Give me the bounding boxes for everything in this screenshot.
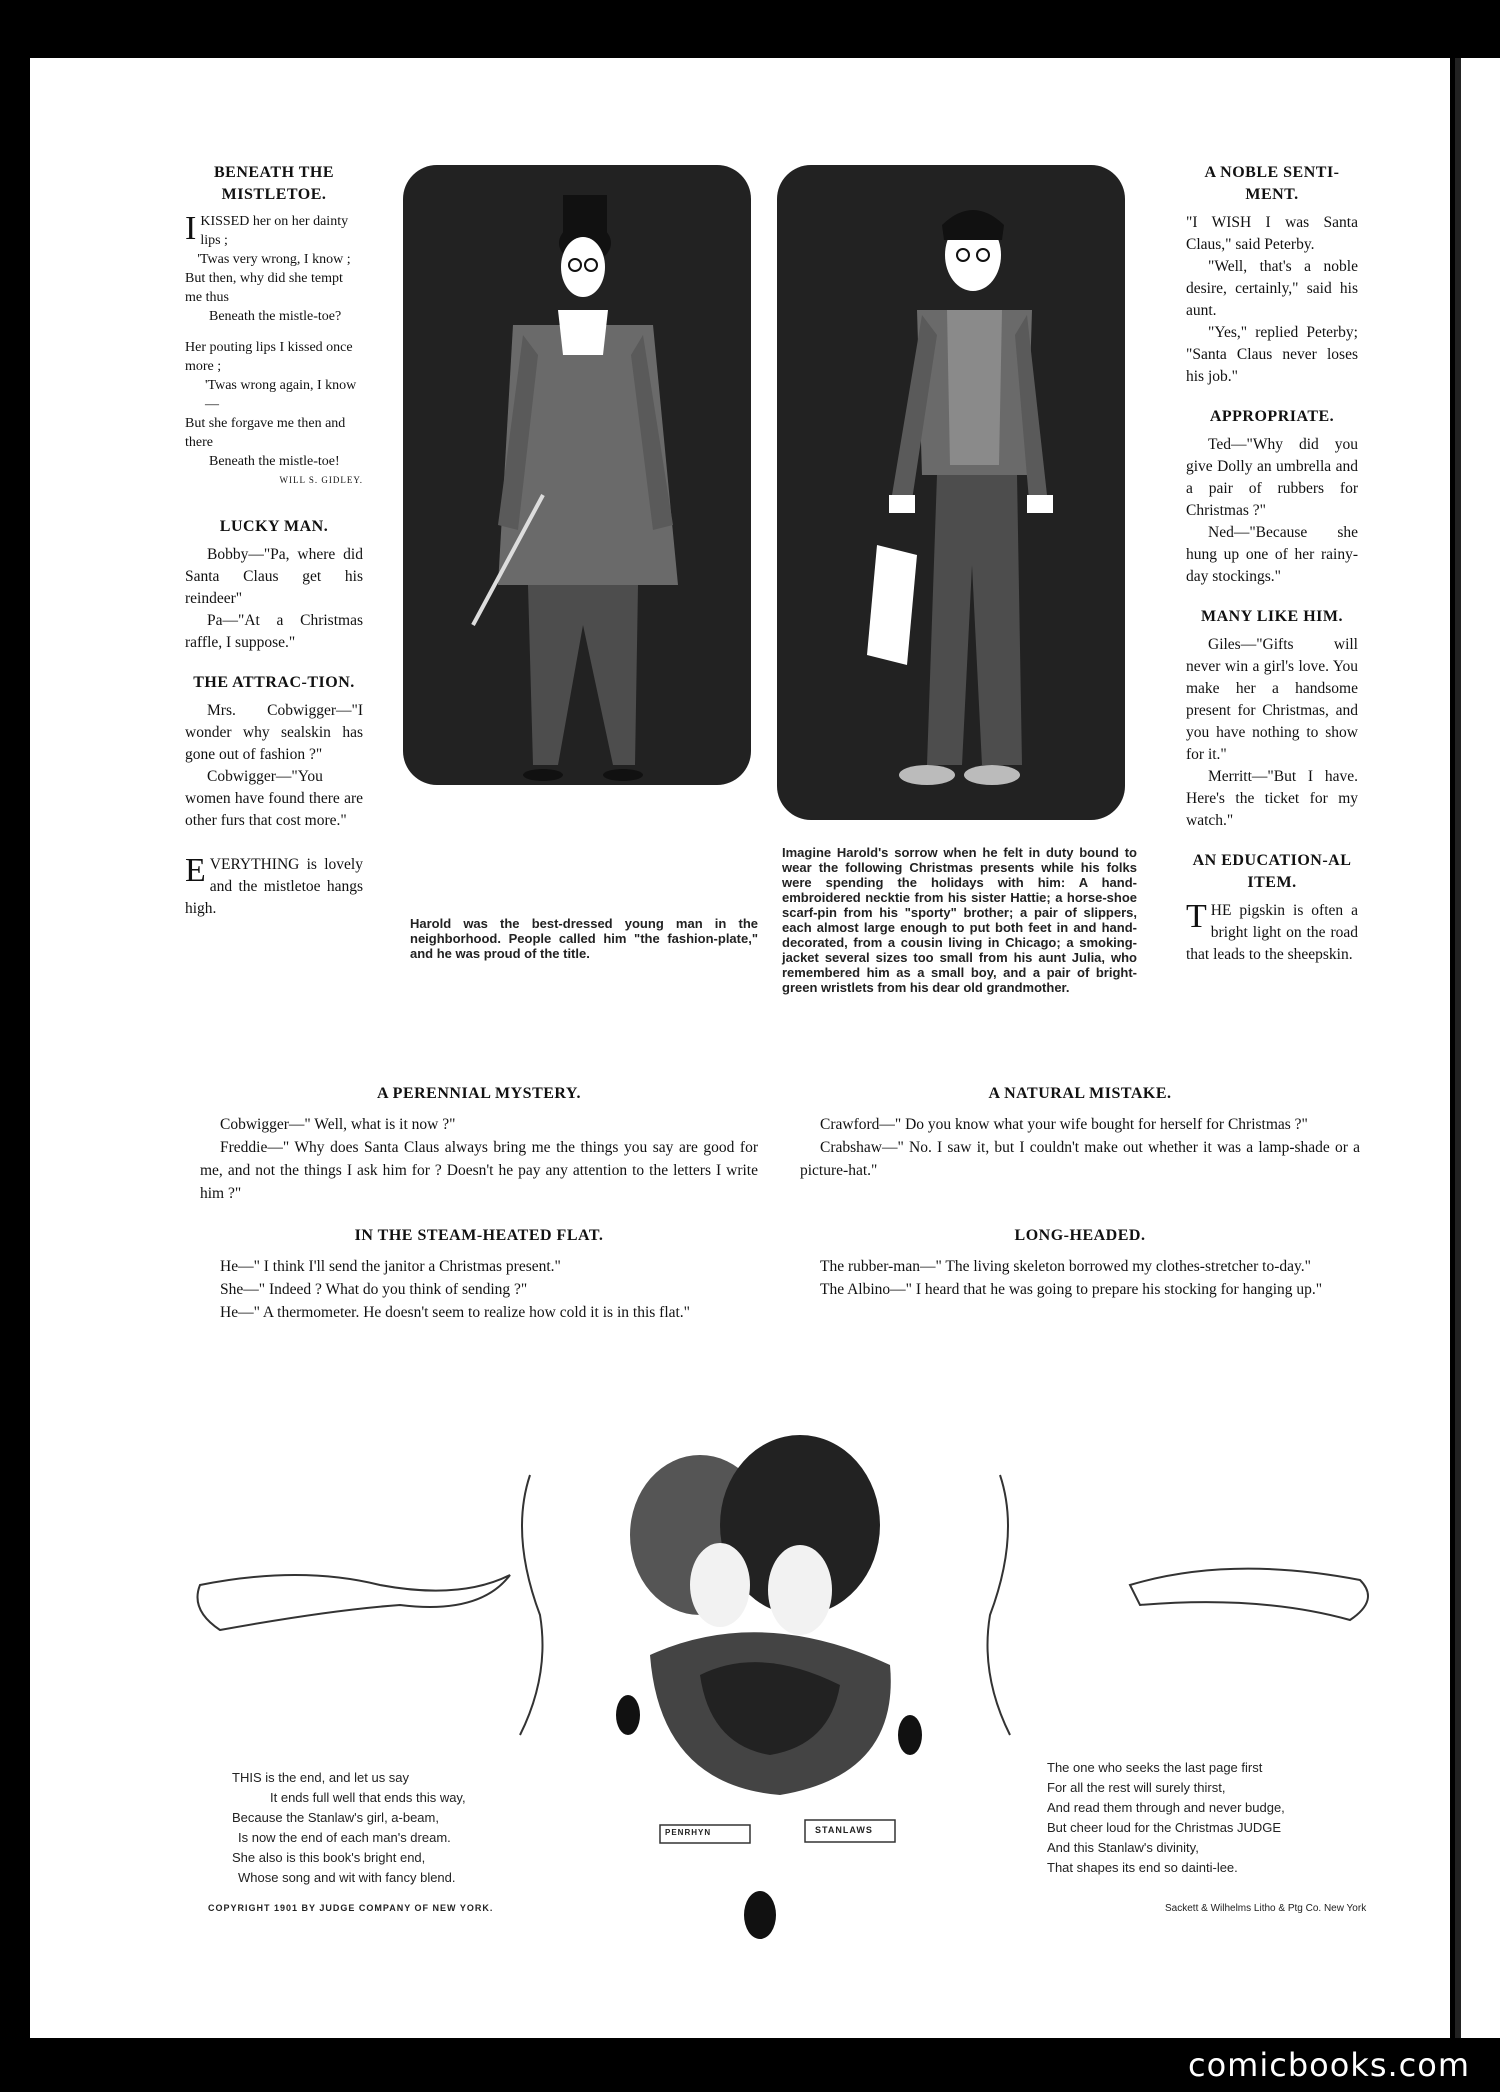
signature-stanlaws: STANLAWS — [815, 1825, 873, 1835]
illustration-panel-left — [403, 165, 751, 785]
poem-right-line: But cheer loud for the Christmas JUDGE — [1047, 1820, 1282, 1835]
copyright-line: COPYRIGHT 1901 BY JUDGE COMPANY OF NEW YORK. — [208, 1903, 494, 1913]
drop-cap-i: I — [185, 210, 197, 247]
poem-right-line: For all the rest will surely thirst, — [1047, 1780, 1226, 1795]
long-p2: The Albino—" I heard that he was going to prepare his stocking for hanging up." — [820, 1281, 1323, 1298]
steam-p3: He—" A thermometer. He doesn't seem to realize how cold it is in this flat." — [220, 1304, 691, 1321]
signature-penrhyn: PENRHYN — [665, 1828, 712, 1837]
poem-left-line: It ends full well that ends this way, — [270, 1790, 466, 1805]
noble-p1: "I WISH I was Santa Claus," said Peterby. — [1186, 214, 1358, 253]
poem-right-line: And read them through and never budge, — [1047, 1800, 1285, 1815]
everything-text: VERYTHING is lovely and the mistletoe hangs high. — [185, 856, 363, 917]
poem-line: 'Twas very wrong, I know ; — [197, 252, 351, 267]
poem-left — [232, 1768, 562, 1888]
natural-p1: Crawford—" Do you know what your wife bought for herself for Christmas ?" — [820, 1116, 1308, 1133]
many-title: MANY LIKE HIM. — [1201, 608, 1343, 625]
beneath-title: BENEATH THE MISTLETOE. — [213, 164, 335, 203]
beneath-poem — [185, 212, 363, 490]
poem-line: Her pouting lips I kissed once more ; — [185, 340, 353, 374]
appropriate-p2: Ned—"Because she hung up one of her rainy-day stockings." — [1186, 524, 1358, 585]
poem-line: 'Twas wrong again, I know— — [205, 378, 357, 412]
perennial-p1: Cobwigger—" Well, what is it now ?" — [220, 1116, 456, 1133]
many-p2: Merritt—"But I have. Here's the ticket for my watch." — [1186, 768, 1358, 829]
adjacent-page-edge — [1455, 58, 1500, 2038]
caption-left: Harold was the best-dressed young man in the neighborhood. People called him "the fashion-plate," and he was proud of the title. — [410, 916, 758, 961]
natural-p2: Crabshaw—" No. I saw it, but I couldn't make out whether it was a lamp-shade or a picture-hat." — [800, 1139, 1360, 1179]
perennial-title: A PERENNIAL MYSTERY. — [377, 1085, 581, 1102]
poem-right-line: The one who seeks the last page first — [1047, 1760, 1263, 1775]
poem-line: KISSED her on her dainty lips ; — [200, 214, 349, 248]
fashion-plate-man-illustration — [403, 165, 751, 785]
natural-title: A NATURAL MISTAKE. — [988, 1085, 1172, 1102]
everything-item — [185, 854, 363, 920]
poem-left-line: THIS is the end, and let us say — [232, 1770, 410, 1785]
left-column — [185, 162, 363, 920]
right-column — [1186, 162, 1358, 966]
poem-left-line: Is now the end of each man's dream. — [238, 1830, 451, 1845]
section-perennial — [200, 1082, 758, 1205]
lucky-title: LUCKY MAN. — [219, 518, 329, 535]
long-title: LONG-HEADED. — [1014, 1227, 1146, 1244]
poem-line: Beneath the mistle-toe? — [209, 309, 342, 324]
poem-line: But she forgave me then and there — [185, 416, 346, 450]
drop-cap-t: T — [1186, 898, 1207, 935]
harold-christmas-gifts-illustration — [777, 165, 1125, 820]
poem-right-line: That shapes its end so dainti-lee. — [1047, 1860, 1238, 1875]
attraction-p1: Mrs. Cobwigger—"I wonder why sealskin has gone out of fashion ?" — [185, 702, 363, 763]
lucky-p1: Bobby—"Pa, where did Santa Claus get his reindeer" — [185, 546, 363, 607]
signature: WILL S. GIDLEY. — [279, 475, 363, 485]
perennial-p2: Freddie—" Why does Santa Claus always bring me the things you say are good for me, and not the things I ask him for ? Doesn't he pay any attention to the letters I write him ?" — [200, 1139, 758, 1202]
educational-title: AN EDUCATION-AL ITEM. — [1192, 852, 1352, 891]
attraction-p2: Cobwigger—"You women have found there are other furs that cost more." — [185, 768, 363, 829]
attraction-title: THE ATTRAC-TION. — [193, 674, 355, 691]
noble-p2: "Well, that's a noble desire, certainly," said his aunt. — [1186, 258, 1358, 319]
section-steam — [200, 1224, 758, 1324]
appropriate-p1: Ted—"Why did you give Dolly an umbrella and a pair of rubbers for Christmas ?" — [1186, 436, 1358, 519]
poem-right-line: And this Stanlaw's divinity, — [1047, 1840, 1199, 1855]
poem-left-line: She also is this book's bright end, — [232, 1850, 426, 1865]
poem-right — [1047, 1758, 1377, 1878]
many-p1: Giles—"Gifts will never win a girl's love. You make her a handsome present for Christmas, and you have nothing to show for it." — [1186, 636, 1358, 763]
poem-left-line: Whose song and wit with fancy blend. — [238, 1870, 456, 1885]
educational-text: HE pigskin is often a bright light on the road that leads to the sheepskin. — [1186, 902, 1358, 963]
section-long-headed — [800, 1224, 1360, 1301]
poem-left-line: Because the Stanlaw's girl, a-beam, — [232, 1810, 439, 1825]
printer-credit: Sackett & Wilhelms Litho & Ptg Co. New York — [1165, 1903, 1367, 1914]
educational-item — [1186, 900, 1358, 966]
site-watermark: comicbooks.com — [1187, 2046, 1470, 2084]
noble-title: A NOBLE SENTI-MENT. — [1204, 164, 1340, 203]
caption-right: Imagine Harold's sorrow when he felt in duty bound to wear the following Christmas presents while his folks were spending the holidays with him: A hand-embroidered necktie from his sister Hattie; a horse-shoe scarf-pin from his "sporty" brother; a pair of slippers, each almost large enough to put both feet in and hand-decorated, from a cousin living in Chicago; a smoking-jacket several sizes too small from his aunt Julia, who remembered him as a small boy, and a pair of bright-green wristlets from his dear old grandmother. — [782, 845, 1137, 995]
steam-p1: He—" I think I'll send the janitor a Christmas present." — [220, 1258, 561, 1275]
lucky-p2: Pa—"At a Christmas raffle, I suppose." — [185, 612, 363, 651]
long-p1: The rubber-man—" The living skeleton borrowed my clothes-stretcher to-day." — [820, 1258, 1311, 1275]
appropriate-title: APPROPRIATE. — [1209, 408, 1335, 425]
drop-cap-e: E — [185, 852, 206, 889]
steam-title: IN THE STEAM-HEATED FLAT. — [354, 1227, 604, 1244]
noble-p3: "Yes," replied Peterby; "Santa Claus never loses his job." — [1186, 324, 1358, 385]
poem-line: Beneath the mistle-toe! — [209, 454, 340, 469]
illustration-panel-right — [777, 165, 1125, 820]
steam-p2: She—" Indeed ? What do you think of sending ?" — [220, 1281, 528, 1298]
poem-line: But then, why did she tempt me thus — [185, 271, 343, 305]
section-natural — [800, 1082, 1360, 1182]
